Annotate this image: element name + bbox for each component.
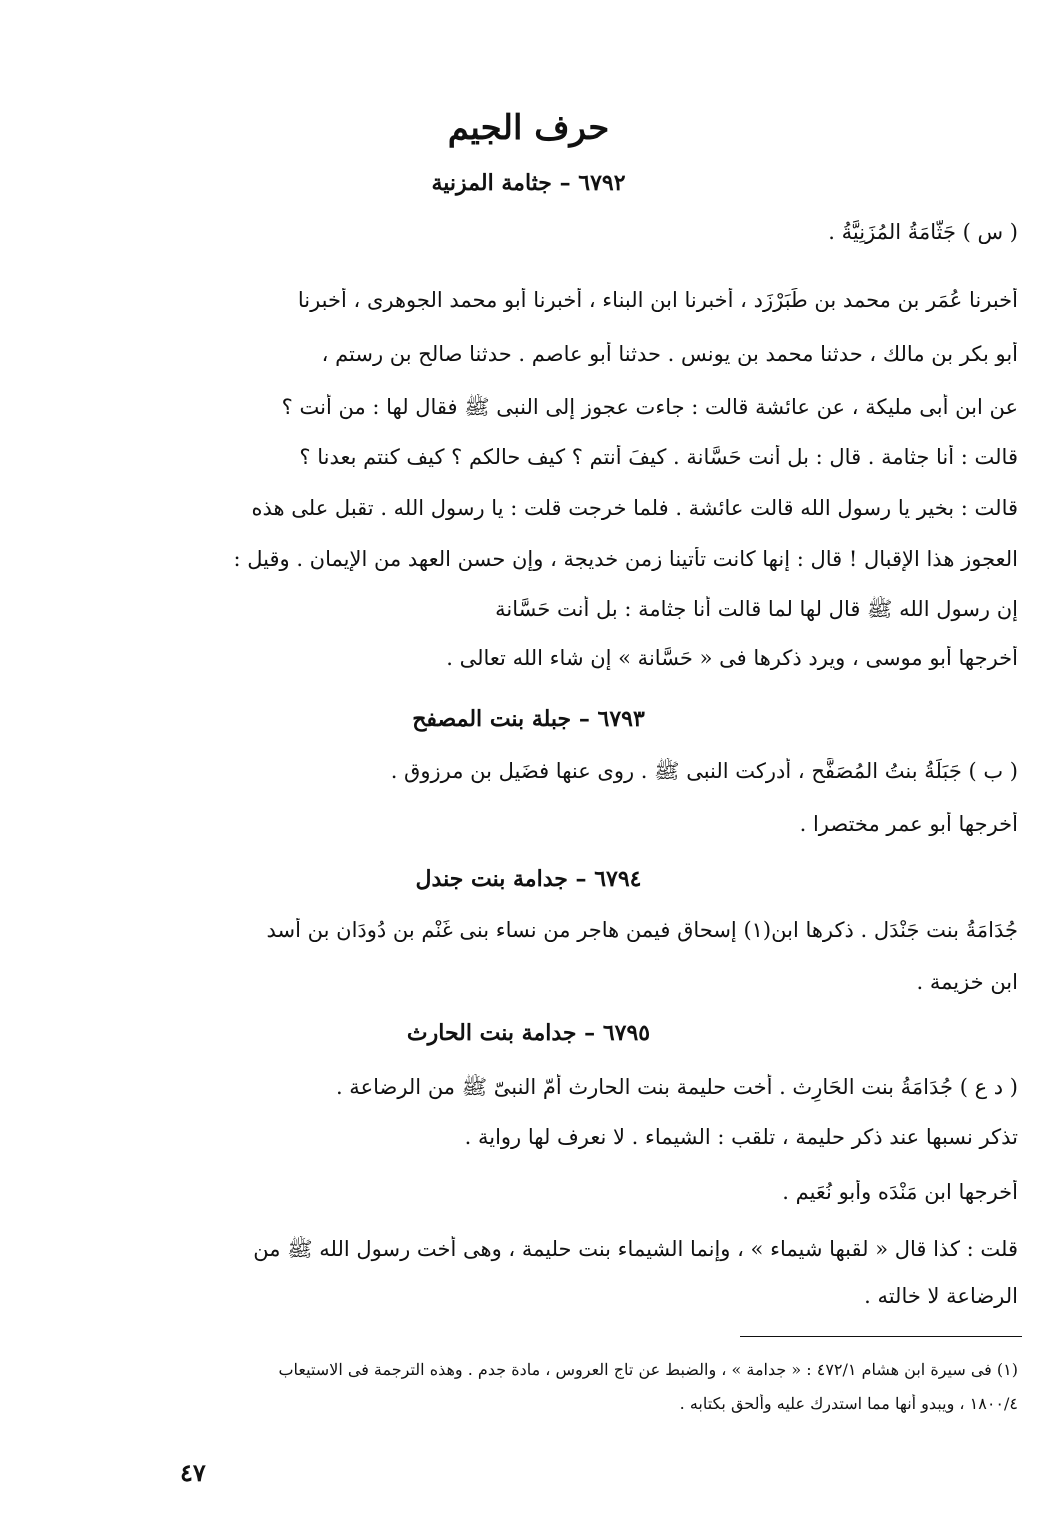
entry-name: جثامة المزنية bbox=[431, 170, 552, 196]
text-line: أبو بكر بن مالك ، حدثنا محمد بن يونس . حدثنا أبو عاصم . حدثنا صالح بن رستم ، bbox=[321, 342, 1018, 366]
entry-heading-6793 bbox=[0, 706, 1057, 732]
entry-dash: – bbox=[584, 1020, 596, 1046]
text-line: قالت : أنا جثامة . قال : بل أنت حَسَّانة . كيفَ أنتم ؟ كيف حالكم ؟ كيف كنتم بعدنا ؟ bbox=[299, 445, 1018, 469]
text-line: عن ابن أبى مليكة ، عن عائشة قالت : جاءت عجوز إلى النبى ﷺ فقال لها : من أنت ؟ bbox=[281, 395, 1018, 419]
text-line: أخرجها ابن مَنْدَه وأبو نُعَيم . bbox=[782, 1180, 1018, 1204]
text-line: قلت : كذا قال « لقبها شيماء » ، وإنما الشيماء بنت حليمة ، وهى أخت رسول الله ﷺ من bbox=[253, 1237, 1018, 1261]
entry-number: ٦٧٩٤ bbox=[594, 866, 642, 892]
entry-name: جدامة بنت الحارث bbox=[406, 1020, 577, 1046]
text-line: قالت : بخير يا رسول الله قالت عائشة . فلما خرجت قلت : يا رسول الله . تقبل على هذه bbox=[251, 496, 1018, 520]
text-line: العجوز هذا الإقبال ! قال : إنها كانت تأتينا زمن خديجة ، وإن حسن العهد من الإيمان . وقيل : bbox=[233, 547, 1018, 571]
text-line: أخرجها أبو عمر مختصرا . bbox=[799, 812, 1018, 836]
text-line: الرضاعة لا خالته . bbox=[864, 1284, 1018, 1308]
entry-heading-6795 bbox=[0, 1020, 1057, 1046]
entry-dash: – bbox=[578, 706, 590, 732]
entry-dash: – bbox=[559, 170, 571, 196]
text-line: تذكر نسبها عند ذكر حليمة ، تلقب : الشيماء . لا نعرف لها رواية . bbox=[464, 1125, 1018, 1149]
page-number: ٤٧ bbox=[180, 1458, 206, 1487]
text-line: أخرجها أبو موسى ، ويرد ذكرها فى « حَسَّانة » إن شاء الله تعالى . bbox=[446, 646, 1018, 670]
page-title: حرف الجيم bbox=[447, 108, 610, 148]
footnote-line: ١٨٠٠/٤ ، ويبدو أنها مما استدرك عليه وألحق بكتابه . bbox=[679, 1394, 1018, 1413]
entry-name: جدامة بنت جندل bbox=[415, 866, 568, 892]
entry-number: ٦٧٩٥ bbox=[602, 1020, 651, 1046]
entry-dash: – bbox=[575, 866, 587, 892]
entry-number: ٦٧٩٢ bbox=[578, 170, 626, 196]
entry-heading-6792 bbox=[0, 170, 1057, 196]
text-line: ( د ع ) جُدَامَةُ بنت الحَارِث . أخت حليمة بنت الحارث أُمّ النبىّ ﷺ من الرضاعة . bbox=[335, 1075, 1018, 1099]
text-line: ( س ) جَثَّامَةُ المُزَنِيَّةُ . bbox=[828, 220, 1018, 244]
entry-name: جبلة بنت المصفح bbox=[412, 706, 572, 732]
text-line: جُدَامَةُ بنت جَنْدَل . ذكرها ابن(١) إسحاق فيمن هاجر من نساء بنى غَنْم بن دُودَان بن أَسد bbox=[266, 918, 1018, 942]
text-line: ( ب ) جَبَلَةُ بنتُ المُصَفَّح ، أدركت النبى ﷺ . روى عنها فضَيل بن مرزوق . bbox=[390, 759, 1018, 783]
entry-number: ٦٧٩٣ bbox=[597, 706, 645, 732]
footnote-line: (١) فى سيرة ابن هشام ٤٧٢/١ : « جدامة » ، والضبط عن تاج العروس ، مادة جدم . وهذه الترجمة فى الاستيعاب bbox=[278, 1360, 1018, 1379]
text-line: إن رسول الله ﷺ قال لها لما قالت أنا جثامة : بل أنت حَسَّانة bbox=[495, 597, 1018, 621]
text-line: أخبرنا عُمَر بن محمد بن طَبَرْزَد ، أخبرنا ابن البناء ، أخبرنا أبو محمد الجوهرى ، أخبرنا bbox=[297, 288, 1018, 312]
entry-heading-6794 bbox=[0, 866, 1057, 892]
text-line: ابن خزيمة . bbox=[916, 970, 1018, 994]
footnote-divider bbox=[740, 1336, 1022, 1337]
